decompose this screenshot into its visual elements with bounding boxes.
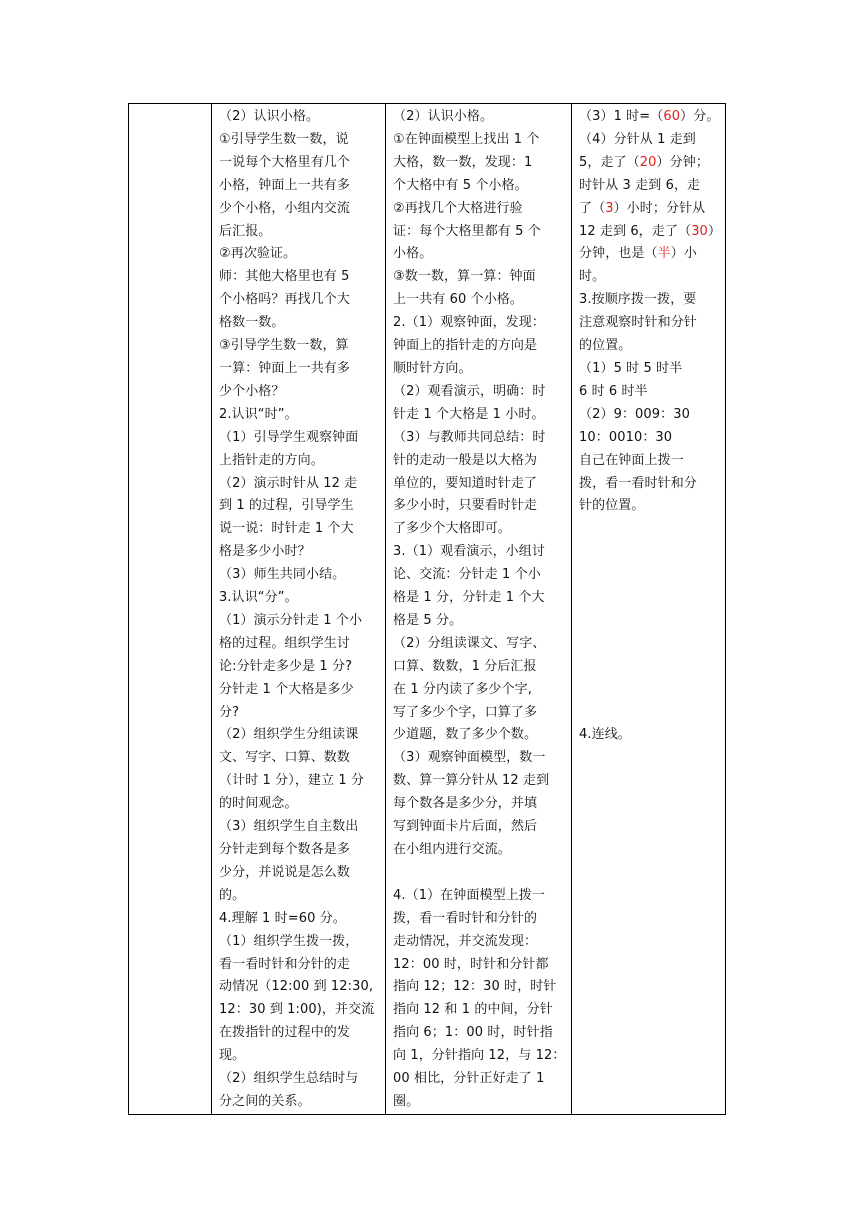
text-line: 证：每个大格里都有 5 个 [393, 223, 541, 239]
text-line: ③数一数，算一算：钟面 [393, 269, 536, 285]
line-segment: ）小 [670, 246, 697, 262]
line-segment: 12 走到 6，走了（ [579, 223, 692, 239]
line-segment: 10：0010：30 [579, 429, 673, 445]
text-line: 12：00 时，时针和分针都 [393, 956, 549, 972]
text-line [579, 312, 719, 335]
text-line: （1）引导学生观察钟面 [219, 429, 359, 445]
answer-text: 20 [639, 154, 657, 170]
text-line: ②再找几个大格进行验 [393, 200, 523, 216]
text-line: 小格，钟面上一共有多 [219, 177, 351, 193]
text-line: （2）组织学生分组读课 [219, 727, 359, 743]
text-line: 分针走 1 个大格是多少 [219, 681, 354, 697]
text-line: 格是 1 分，分针走 1 个大 [393, 590, 545, 606]
answer-text: 3 [605, 200, 614, 216]
table-row [129, 104, 726, 1115]
text-line [579, 404, 719, 427]
text-line: 数、算一算分针从 12 走到 [393, 773, 550, 789]
text-line: 了多少个大格即可。 [393, 521, 511, 537]
text-line: 文、写字、口算、数数 [219, 750, 351, 766]
text-line: 指向 6；1：00 时，时针指 [393, 1025, 553, 1041]
text-line: 多少小时，只要看时针走 [393, 498, 538, 514]
text-line: 3.认识“分”。 [219, 590, 298, 606]
text-line: （3）与教师共同总结：时 [393, 429, 546, 445]
text-line: （3）观察钟面模型，数一 [393, 750, 546, 766]
text-line: 口算、数数，1 分后汇报 [393, 658, 537, 674]
text-line: 写了多少个字，口算了多 [393, 704, 538, 720]
text-line: 上一共有 60 个小格。 [393, 292, 524, 308]
line-segment: 时针从 3 走到 6，走 [579, 177, 701, 193]
text-line [579, 266, 719, 289]
text-line: 指向 12 和 1 的中间，分针 [393, 1002, 553, 1018]
text-line: （2）观看演示，明确：时 [393, 383, 546, 399]
text-line [579, 221, 722, 244]
text-line: 少个小格，小组内交流 [219, 200, 351, 216]
line-segment: 自己在钟面上拨一 [579, 452, 684, 468]
text-line: ③引导学生数一数，算 [219, 338, 349, 354]
text-line: 每个数各是多少分，并填 [393, 796, 538, 812]
text-line: 2.认识“时”。 [219, 406, 298, 422]
line-segment: ）小时；分针从 [613, 200, 706, 216]
line-segment: 5，走了（ [579, 154, 640, 170]
text-line [579, 473, 719, 496]
line-segment: 注意观察时针和分针 [579, 315, 697, 331]
answer-text: 半 [657, 246, 671, 262]
text-line: 圈。 [393, 1093, 420, 1109]
text-line: 到 1 的过程，引导学生 [219, 498, 354, 514]
text-line [579, 495, 719, 518]
line-segment: 针的位置。 [579, 498, 645, 514]
text-line [579, 243, 719, 266]
text-line: （3）组织学生自主数出 [219, 819, 359, 835]
line-segment: 6 时 6 时半 [579, 383, 648, 399]
text-line: 师：其他大格里也有 5 [219, 269, 350, 285]
line-segment: ）分。 [680, 109, 720, 124]
text-line: 大格，数一数，发现：1 [393, 154, 533, 170]
connect-exercise-label: 4.连线。 [579, 727, 631, 743]
text-line: （2）认识小格。 [219, 109, 320, 124]
line-segment: （2）9：009：30 [579, 406, 690, 422]
text-line: 说一说：时针走 1 个大 [219, 521, 354, 537]
text-line: 单位的，要知道时针走了 [393, 475, 538, 491]
text-line: 走动情况，并交流发现： [393, 933, 538, 949]
table-cell-teacher-activity [212, 104, 386, 1115]
text-line [579, 381, 719, 404]
text-line: （计时 1 分），建立 1 分 [219, 773, 365, 789]
line-segment: （3）1 时=（ [579, 109, 664, 124]
text-line: 针的走动一般是以大格为 [393, 452, 538, 468]
text-line: 指向 12；12：30 时，时针 [393, 979, 557, 995]
text-line [579, 289, 719, 312]
lesson-plan-table [128, 103, 726, 1115]
text-line [579, 175, 719, 198]
spacer [579, 518, 719, 724]
answer-text: 60 [663, 109, 681, 124]
line-segment: 3.按顺序拨一拨，要 [579, 292, 697, 308]
text-line: 论、交流：分针走 1 个小 [393, 567, 541, 583]
text-line [579, 129, 719, 152]
text-line [579, 450, 719, 473]
text-line: 的。 [219, 887, 246, 903]
line-segment: （1）5 时 5 时半 [579, 360, 683, 376]
text-line: ①在钟面模型上找出 1 个 [393, 131, 540, 147]
text-line: 上指针走的方向。 [219, 452, 324, 468]
text-line [579, 152, 719, 175]
text-line: 向 1，分针指向 12，与 12： [393, 1048, 566, 1064]
line-segment: 了（ [579, 200, 606, 216]
text-line: 钟面上的指针走的方向是 [393, 338, 538, 354]
exercise-lines [579, 106, 722, 518]
text-line: 00 相比，分针正好走了 1 [393, 1071, 545, 1087]
line-segment: 的位置。 [579, 338, 632, 354]
student-activity-text [386, 104, 571, 1114]
text-line: （2）组织学生总结时与 [219, 1071, 359, 1087]
text-line: 在拨指针的过程中的发 [219, 1025, 351, 1041]
text-line: 少道题，数了多少个数。 [393, 727, 538, 743]
text-line: 分? [219, 704, 240, 720]
text-line: （2）分组读课文、写字、 [393, 635, 546, 651]
text-line: 2.（1）观察钟面，发现： [393, 315, 545, 331]
text-line: 在小组内进行交流。 [393, 842, 511, 857]
text-line: 拨，看一看时针和分针的 [393, 910, 538, 926]
text-line: 分之间的关系。 [219, 1093, 311, 1109]
text-line: （1）演示分针走 1 个小 [219, 612, 363, 628]
teacher-activity-text [212, 104, 385, 1114]
line-segment: 拨，看一看时针和分 [579, 475, 697, 491]
text-line: 在 1 分内读了多少个字, [393, 681, 532, 697]
text-line: 针走 1 个大格是 1 小时。 [393, 406, 545, 422]
text-line: 个大格中有 5 个小格。 [393, 177, 528, 193]
text-line: 格是 5 分。 [393, 612, 463, 628]
text-line: 动情况（12:00 到 12:30, [219, 979, 374, 995]
text-line: ②再次验证。 [219, 246, 297, 262]
text-line [579, 106, 719, 129]
text-line: （2）演示时针从 12 走 [219, 475, 358, 491]
text-line: 格数一数。 [219, 315, 285, 331]
text-line: 一说每个大格里有几个 [219, 154, 351, 170]
text-line: 3.（1）观看演示，小组讨 [393, 544, 545, 560]
line-segment: ） [707, 223, 722, 239]
text-line: 写到钟面卡片后面，然后 [393, 819, 538, 835]
text-line [579, 427, 719, 450]
text-line: 现。 [219, 1048, 246, 1064]
text-line: 一算：钟面上一共有多 [219, 360, 351, 376]
text-line: 格的过程。组织学生讨 [219, 635, 351, 651]
text-line: 4.理解 1 时=60 分。 [219, 910, 346, 926]
text-line: 论:分针走多少是 1 分? [219, 658, 353, 674]
text-line: 格是多少小时？ [219, 544, 311, 560]
text-line: （2）认识小格。 [393, 109, 494, 124]
text-line [393, 862, 565, 885]
line-segment: 分钟，也是（ [579, 246, 658, 262]
text-line: ①引导学生数一数，说 [219, 131, 349, 147]
text-line: 12：30 到 1:00)，并交流 [219, 1002, 375, 1018]
text-line [579, 358, 719, 381]
text-line: （1）组织学生拨一拨， [219, 933, 359, 949]
line-segment: （4）分针从 1 走到 [579, 131, 696, 147]
table-cell-blank [129, 104, 212, 1115]
table-cell-student-activity [386, 104, 572, 1115]
text-line: 小格。 [393, 246, 433, 262]
text-line: 少分，并说说是怎么数 [219, 864, 351, 880]
exercise-text [572, 104, 725, 747]
text-line [579, 198, 719, 221]
text-line [579, 335, 719, 358]
text-line: 的时间观念。 [219, 796, 298, 812]
text-line: 少个小格？ [219, 383, 285, 399]
text-line: 个小格吗？再找几个大 [219, 292, 351, 308]
text-line: 后汇报。 [219, 223, 272, 239]
line-segment: 时。 [579, 269, 606, 285]
text-line: 分针走到每个数各是多 [219, 842, 351, 857]
text-line: 顺时针方向。 [393, 360, 472, 376]
text-line: （3）师生共同小结。 [219, 567, 346, 583]
line-segment: ）分钟； [656, 154, 709, 170]
table-cell-exercises [572, 104, 726, 1115]
text-line: 看一看时针和分针的走 [219, 956, 351, 972]
answer-text: 30 [691, 223, 708, 239]
text-line: 4.（1）在钟面模型上拨一 [393, 887, 545, 903]
